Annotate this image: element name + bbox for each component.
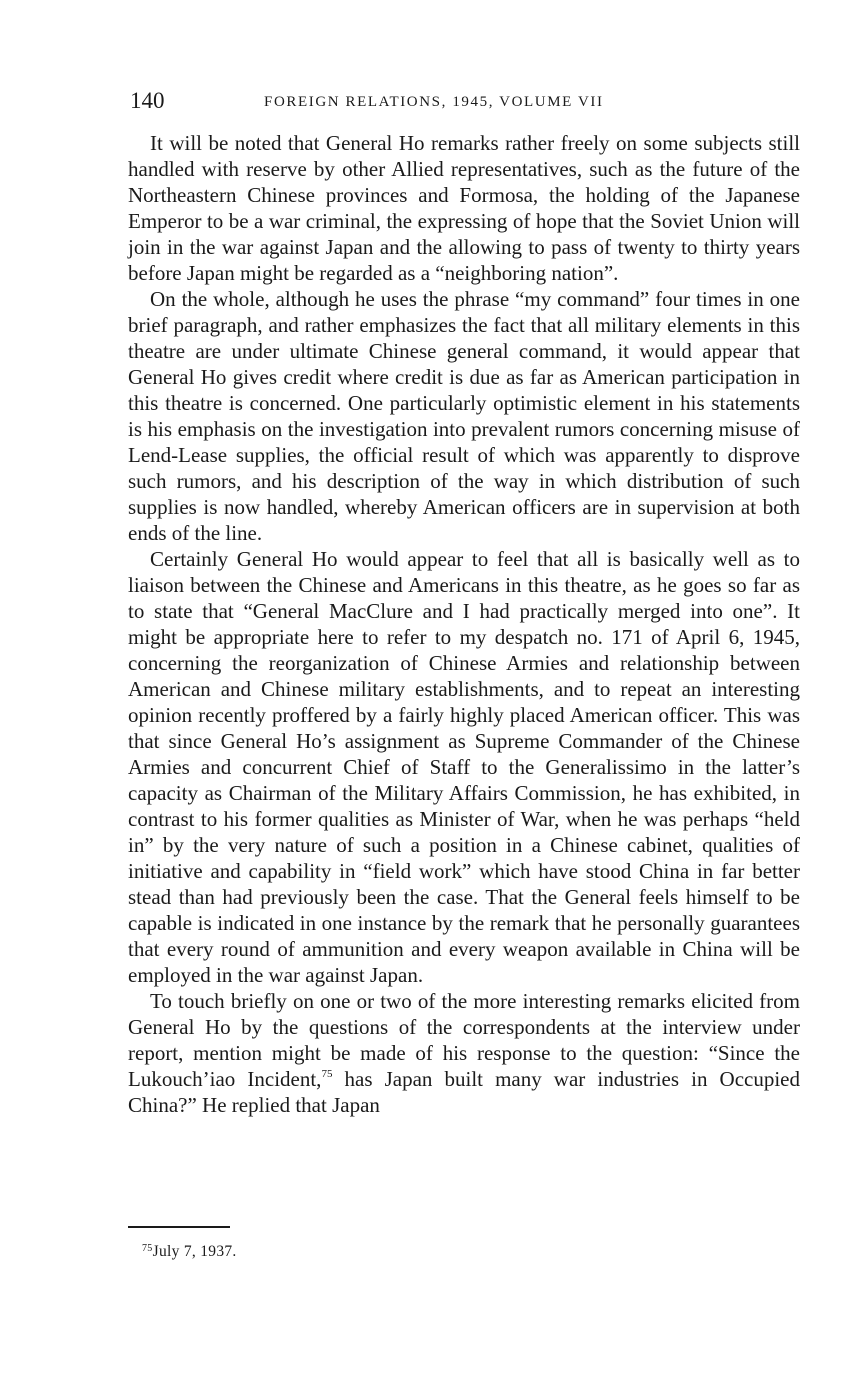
page-number: 140 bbox=[130, 88, 165, 113]
running-head: FOREIGN RELATIONS, 1945, VOLUME VII bbox=[264, 94, 604, 110]
body-text bbox=[128, 130, 800, 1118]
paragraph-text: has Japan built many war industries in Occupied China?” He replied that Japan bbox=[128, 1067, 800, 1117]
paragraph: On the whole, although he uses the phrase “my command” four times in one brief paragraph, and rather emphasizes the fact that all military elements in this theatre are under ultimate Chinese general command, it would appear that General Ho gives credit where credit is due as far as American participation in this theatre is concerned. One particularly optimistic element in his statements is his emphasis on the investigation into prevalent rumors concerning misuse of Lend-Lease supplies, the official result of which was apparently to disprove such rumors, and his description of the way in which distribution of such supplies is now handled, whereby American officers are in supervision at both ends of the line. bbox=[128, 287, 800, 545]
paragraph: It will be noted that General Ho remarks rather freely on some subjects still handled with reserve by other Allied representatives, such as the future of the Northeastern Chinese provinces and Formosa, the holding of the Japanese Emperor to be a war criminal, the expressing of hope that the Soviet Union will join in the war against Japan and the allowing to pass of twenty to thirty years before Japan might be regarded as a “neighboring nation”. bbox=[128, 131, 800, 285]
footnote-text: July 7, 1937. bbox=[152, 1243, 237, 1260]
page-header bbox=[130, 86, 800, 116]
footnote-marker: 75 bbox=[142, 1243, 153, 1254]
paragraph: Certainly General Ho would appear to feel that all is basically well as to liaison between the Chinese and Americans in this theatre, as he goes so far as to state that “General MacClure and I had practically merged into one”. It might be appropriate here to refer to my despatch no. 171 of April 6, 1945, concerning the reorganization of Chinese Armies and relationship between American and Chinese military establishments, and to repeat an interesting opinion recently proffered by a fairly highly placed American officer. This was that since General Ho’s assignment as Supreme Commander of the Chinese Armies and concurrent Chief of Staff to the Generalissimo in the latter’s capacity as Chairman of the Military Affairs Commission, he has exhibited, in contrast to his former qualities as Minister of War, when he was perhaps “held in” by the very nature of such a position in a Chinese cabinet, qualities of initiative and capability in “field work” which have stood China in far better stead than had previously been the case. That the General feels himself to be capable is indicated in one instance by the remark that he personally guarantees that every round of ammunition and every weapon available in China will be employed in the war against Japan. bbox=[128, 547, 800, 987]
paragraph-text: To touch briefly on one or two of the more interesting remarks elicited from General Ho by the questions of the correspondents at the interview under report, mention might be made of his response to the question: “Since the Lukouch’iao Incident, bbox=[128, 989, 800, 1091]
paragraph bbox=[128, 988, 800, 1118]
footnote bbox=[142, 1240, 237, 1264]
footnote-reference: 75 bbox=[321, 1068, 333, 1080]
footnote-divider bbox=[128, 1226, 230, 1228]
